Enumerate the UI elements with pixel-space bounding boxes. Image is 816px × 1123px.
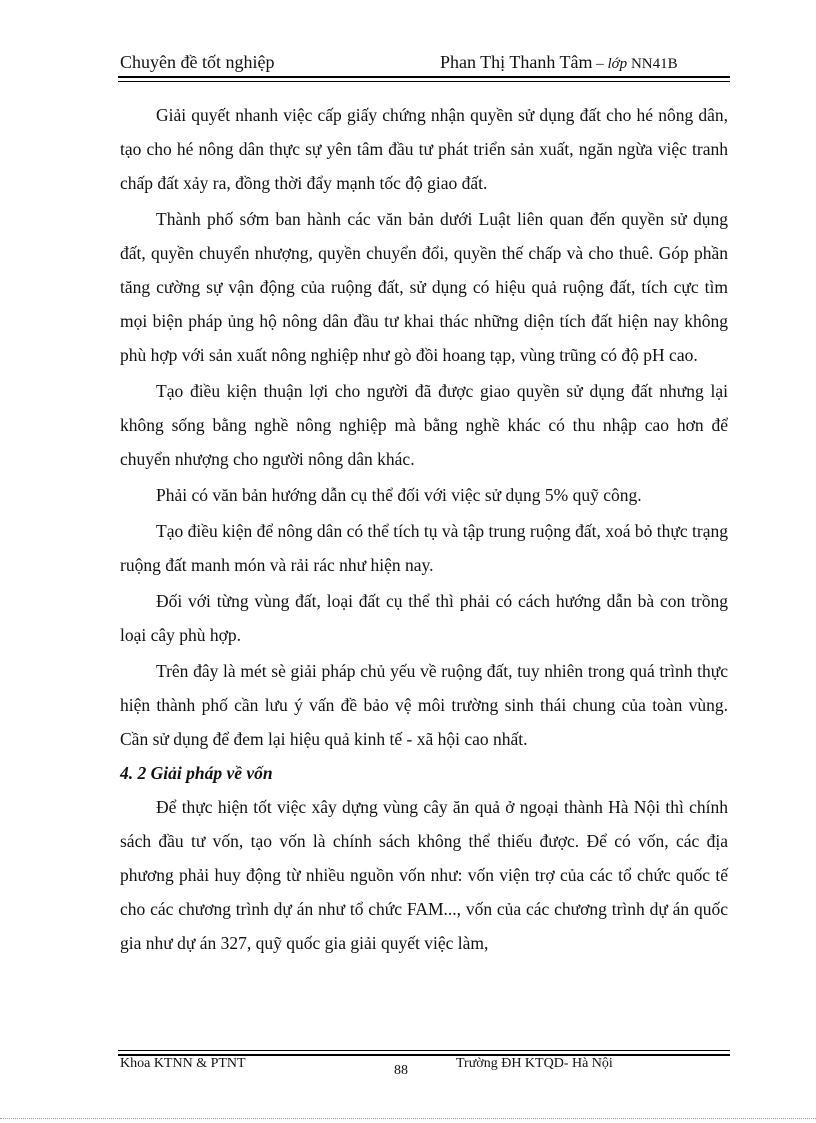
paragraph: Tạo điều kiện để nông dân có thể tích tụ và tập trung ruộng đất, xoá bỏ thực trạng ruộng đất manh món và rải rác như hiện nay. bbox=[120, 521, 728, 575]
header-class: NN41B bbox=[630, 56, 678, 72]
header-rule-thick bbox=[118, 76, 730, 78]
paragraph: Giải quyết nhanh việc cấp giấy chứng nhận quyền sử dụng đất cho hé nông dân, tạo cho hé nông dân thực sự yên tâm đầu tư phát triển sản xuất, ngăn ngừa việc tranh chấp đất xảy ra, đồng thời đẩy mạnh tốc độ giao đất. bbox=[120, 105, 728, 193]
header-separator: – lớp bbox=[592, 56, 631, 72]
page-bottom-dotted-line bbox=[0, 1118, 816, 1119]
paragraph: Để thực hiện tốt việc xây dựng vùng cây ăn quả ở ngoại thành Hà Nội thì chính sách đầu tư vốn, tạo vốn là chính sách không thể thiếu được. Để có vốn, các địa phương phải huy động từ nhiều nguồn vốn như: vốn viện trợ của các tổ chức quốc tế cho các chương trình dự án như tổ chức FAM..., vốn của các chương trình dự án quốc gia như dự án 327, quỹ quốc gia giải quyết việc làm, bbox=[120, 797, 728, 953]
paragraph: Phải có văn bản hướng dẫn cụ thể đối với việc sử dụng 5% quỹ công. bbox=[156, 485, 642, 505]
header-author: Phan Thị Thanh Tâm bbox=[440, 52, 593, 72]
page-number: 88 bbox=[394, 1063, 408, 1078]
paragraph: Tạo điều kiện thuận lợi cho người đã được giao quyền sử dụng đất nhưng lại không sống bằng nghề nông nghiệp mà bằng nghề khác có thu nhập cao hơn để chuyển nhượng cho người nông dân khác. bbox=[120, 381, 728, 469]
header-title: Chuyên đề tốt nghiệp bbox=[120, 52, 275, 72]
header-rule-thin bbox=[118, 81, 730, 82]
footer-rule-thin bbox=[118, 1050, 730, 1051]
paragraph: Trên đây là mét sè giải pháp chủ yếu về ruộng đất, tuy nhiên trong quá trình thực hiện thành phố cần lưu ý vấn đề bảo vệ môi trường sinh thái chung của toàn vùng. Cần sử dụng để đem lại hiệu quả kinh tế - xã hội cao nhất. bbox=[120, 661, 728, 749]
footer-university: Trường ĐH KTQD- Hà Nội bbox=[456, 1056, 613, 1071]
header-author-block bbox=[440, 52, 678, 73]
paragraph: Đối với từng vùng đất, loại đất cụ thể thì phải có cách hướng dẫn bà con trồng loại cây phù hợp. bbox=[120, 591, 728, 645]
section-heading: 4. 2 Giải pháp về vốn bbox=[120, 763, 273, 783]
footer-faculty: Khoa KTNN & PTNT bbox=[120, 1056, 246, 1071]
paragraph: Thành phố sớm ban hành các văn bản dưới Luật liên quan đến quyền sử dụng đất, quyền chuyển nhượng, quyền chuyển đổi, quyền thế chấp và cho thuê. Góp phần tăng cường sự vận động của ruộng đất, sử dụng có hiệu quả ruộng đất, tích cực tìm mọi biện pháp ủng hộ nông dân đầu tư khai thác những diện tích đất hiện nay không phù hợp với sản xuất nông nghiệp như gò đồi hoang tạp, vùng trũng có độ pH cao. bbox=[120, 209, 728, 365]
body-text bbox=[120, 98, 728, 960]
